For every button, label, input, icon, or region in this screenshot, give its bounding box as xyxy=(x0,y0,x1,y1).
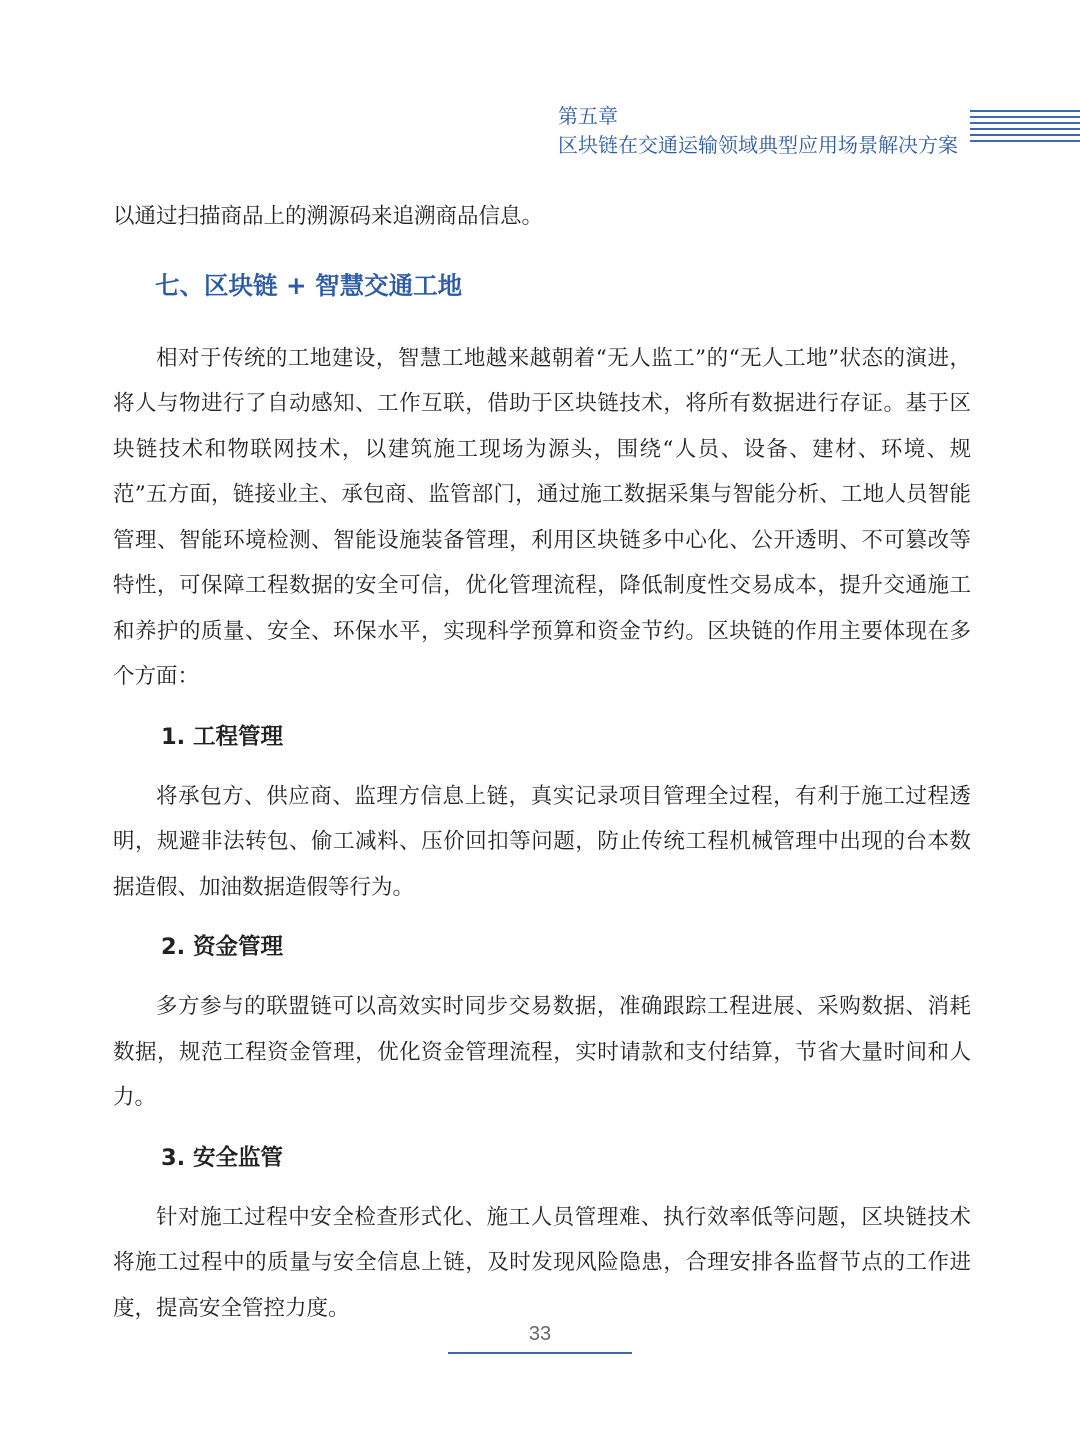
subsection-heading-3: 3. 安全监管 xyxy=(161,1144,284,1171)
subsection-heading-2: 2. 资金管理 xyxy=(161,934,284,960)
intro-paragraph: 以通过扫描商品上的溯源码来追溯商品信息。 xyxy=(113,204,544,229)
chapter-title: 区块链在交通运输领域典型应用场景解决方案 xyxy=(558,133,958,157)
page-body xyxy=(113,194,971,1331)
section-paragraph: 相对于传统的工地建设，智慧工地越来越朝着“无人监工”的“无人工地”状态的演进，将人与物进行了自动感知、工作互联，借助于区块链技术，将所有数据进行存证。基于区块链技术和物联网技术，以建筑施工现场为源头，围绕“人员、设备、建材、环境、规范”五方面，链接业主、承包商、监管部门，通过施工数据采集与智能分析、工地人员智能管理、智能环境检测、智能设施装备管理，利用区块链多中心化、公开透明、不可篡改等特性，可保障工程数据的安全可信，优化管理流程，降低制度性交易成本，提升交通施工和养护的质量、安全、环保水平，实现科学预算和资金节约。区块链的作用主要体现在多个方面： xyxy=(113,345,971,689)
header-stripe xyxy=(970,116,1080,118)
subsection-paragraph-2: 多方参与的联盟链可以高效实时同步交易数据，准确跟踪工程进展、采购数据、消耗数据，规范工程资金管理，优化资金管理流程，实时请款和支付结算，节省大量时间和人力。 xyxy=(113,994,971,1110)
page-number: 33 xyxy=(528,1323,552,1345)
header-stripe xyxy=(970,134,1080,136)
chapter-number: 第五章 xyxy=(558,104,618,128)
header-stripes-decoration xyxy=(970,110,1080,150)
header-stripe xyxy=(970,140,1080,142)
header-stripe xyxy=(970,122,1080,124)
subsection-paragraph-3: 针对施工过程中安全检查形式化、施工人员管理难、执行效率低等问题，区块链技术将施工过程中的质量与安全信息上链，及时发现风险隐患，合理安排各监督节点的工作进度，提高安全管控力度。 xyxy=(113,1204,971,1321)
subsection-paragraph-1: 将承包方、供应商、监理方信息上链，真实记录项目管理全过程，有利于施工过程透明，规避非法转包、偷工减料、压价回扣等问题，防止传统工程机械管理中出现的台本数据造假、加油数据造假等行为。 xyxy=(113,783,971,900)
section-heading: 七、区块链 + 智慧交通工地 xyxy=(155,270,463,300)
header-stripe xyxy=(970,110,1080,112)
header-stripe xyxy=(970,128,1080,130)
page-header xyxy=(0,96,1080,166)
page-number-underline xyxy=(448,1352,632,1354)
subsection-heading-1: 1. 工程管理 xyxy=(161,723,284,750)
